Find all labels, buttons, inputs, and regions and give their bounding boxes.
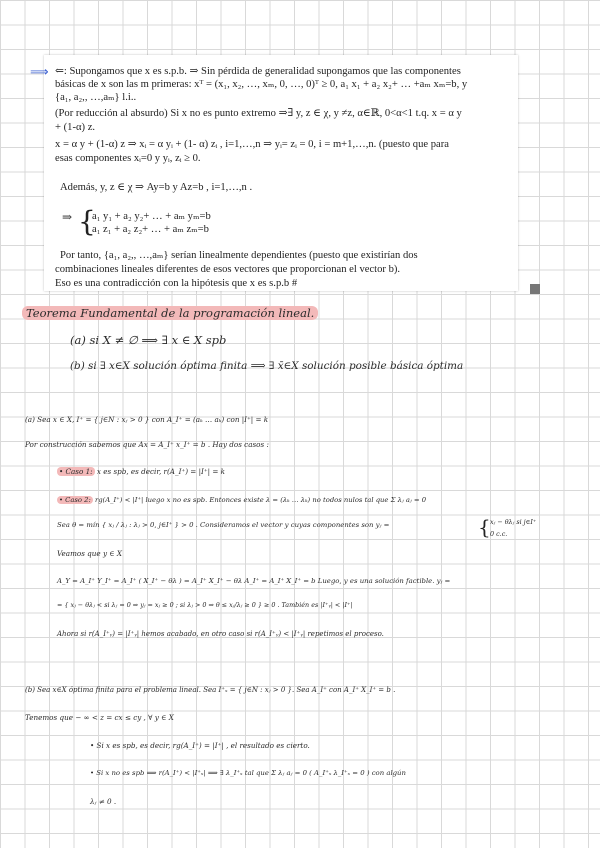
note-line: • Si x es spb, es decir, rg(A_I⁺) = |I⁺| , el resultado es cierto. xyxy=(90,741,310,750)
typed-line: esas componentes xᵢ=0 y yᵢ, zᵢ ≥ 0. xyxy=(55,153,201,164)
typed-line: básicas de x son las m primeras: xᵀ = (x₁, x₂, …, xₘ, 0, …, 0)ᵀ ≥ 0, a₁ x₁ + a₂ x₂+ … +aₘ xₘ=b, y xyxy=(55,79,468,90)
case-1: • Caso 1: x es spb, es decir, r(A_I⁺) = |I⁺| = k xyxy=(59,467,226,476)
margin-arrow: ⟹ xyxy=(30,65,49,80)
note-line: A_Y = A_I⁺ Y_I⁺ = A_I⁺ ( X_I⁺ − θλ ) = A_I⁺ X_I⁺ − θλ A_I⁺ = A_I⁺ X_I⁺ = b Luego, y es una solución factible. yⱼ = xyxy=(57,577,451,585)
system-line: a₁ z₁ + a₂ z₂+ … + aₘ zₘ=b xyxy=(92,224,209,235)
note-line: Sea θ = mín { xⱼ / λⱼ : λⱼ > 0, j∈I⁺ } > 0 . Consideramos el vector y cuyas componentes son yⱼ = xyxy=(57,521,390,529)
typed-line: x = α y + (1-α) z ⇒ xᵢ = α yᵢ + (1- α) zᵢ , i=1,…,n ⇒ yᵢ= zᵢ = 0, i = m+1,…,n. (puesto que para xyxy=(55,139,449,150)
case-1-label: • Caso 1: xyxy=(59,467,93,476)
theorem-title: Teorema Fundamental de la programación lineal. xyxy=(22,306,318,320)
statement-a: (a) si X ≠ ∅ ⟹ ∃ x ∈ X spb xyxy=(70,333,227,347)
case-2-label: • Caso 2: xyxy=(59,496,91,504)
implies-symbol: ⇒ xyxy=(62,210,73,224)
piecewise-case: xⱼ − θλⱼ si j∈I⁺ xyxy=(490,518,537,526)
grey-square-marker xyxy=(530,284,540,294)
note-line: Tenemos que − ∞ < z = cx ≤ cy , ∀ y ∈ X xyxy=(25,713,174,722)
note-line: = { xⱼ − θλⱼ < si λⱼ = 0 ⇒ yⱼ = xⱼ ≥ 0 ; si λⱼ > 0 ⇒ θ ≤ xⱼ/λⱼ ≥ 0 } ≥ 0 . También es |I⁺ᵧ| < |I⁺| xyxy=(57,601,353,609)
note-line: λⱼ ≠ 0 . xyxy=(90,797,117,806)
typed-line: + (1-α) z. xyxy=(55,122,96,133)
statement-b: (b) si ∃ x∈X solución óptima finita ⟹ ∃ x̄∈X solución posible básica óptima xyxy=(70,360,464,372)
note-line: • Si x no es spb ⟹ r(A_I⁺) < |I⁺ₓ| ⟹ ∃ λ_I⁺ₓ tal que Σ λⱼ aⱼ = 0 ( A_I⁺ₓ λ_I⁺ₓ = 0 ) con algún xyxy=(90,769,406,777)
note-line: Veamos que y ∈ X xyxy=(57,549,123,558)
typed-line: Además, y, z ∈ χ ⇒ Ay=b y Az=b , i=1,…,n . xyxy=(60,182,253,193)
note-line: (a) Sea x ∈ X, I⁺ = { j∈N : xⱼ > 0 } con A_I⁺ = (aₖ … aₖ) con |I⁺| = k xyxy=(25,415,269,424)
note-line: Ahora si r(A_I⁺ᵧ) = |I⁺ᵧ| hemos acabado, en otro caso si r(A_I⁺ᵧ) < |I⁺ᵧ| repetimos el proceso. xyxy=(57,630,384,638)
typed-line: Eso es una contradicción con la hipótesis que x es s.p.b # xyxy=(55,278,298,289)
typed-line: ⇐: Supongamos que x es s.p.b. ⇒ Sin pérdida de generalidad supongamos que las componentes xyxy=(55,66,461,77)
note-line: Por construcción sabemos que Ax = A_I⁺ x_I⁺ = b . Hay dos casos : xyxy=(25,440,269,449)
typed-line: combinaciones lineales diferentes de esos vectores que proporcionan el vector b). xyxy=(55,264,401,275)
system-brace: { xyxy=(78,205,96,238)
system-line: a₁ y₁ + a₂ y₂+ … + aₘ yₘ=b xyxy=(92,211,211,222)
typed-line: {a₁, a₂,, …,aₘ} l.i.. xyxy=(55,92,137,103)
typed-line: Por tanto, {a₁, a₂,, …,aₘ} serían linealmente dependientes (puesto que existirían dos xyxy=(60,250,418,261)
piecewise-case: 0 c.c. xyxy=(490,530,508,538)
note-line: (b) Sea x∈X óptima finita para el problema lineal. Sea I⁺ₓ = { j∈N : xⱼ > 0 }. Sea A_I⁺ con A_I⁺ X_I⁺ = b . xyxy=(25,686,396,694)
typed-line: (Por reducción al absurdo) Si x no es punto extremo ⇒∃ y, z ∈ χ, y ≠z, α∈ℝ, 0<α<1 t.q. x = α y xyxy=(55,108,462,119)
case-2: • Caso 2: rg(A_I⁺) < |I⁺| luego x no es spb. Entonces existe λ = (λₖ … λₖ) no todos nulos tal que Σ λⱼ aⱼ = 0 xyxy=(59,496,427,504)
piecewise-brace: { xyxy=(478,515,491,539)
